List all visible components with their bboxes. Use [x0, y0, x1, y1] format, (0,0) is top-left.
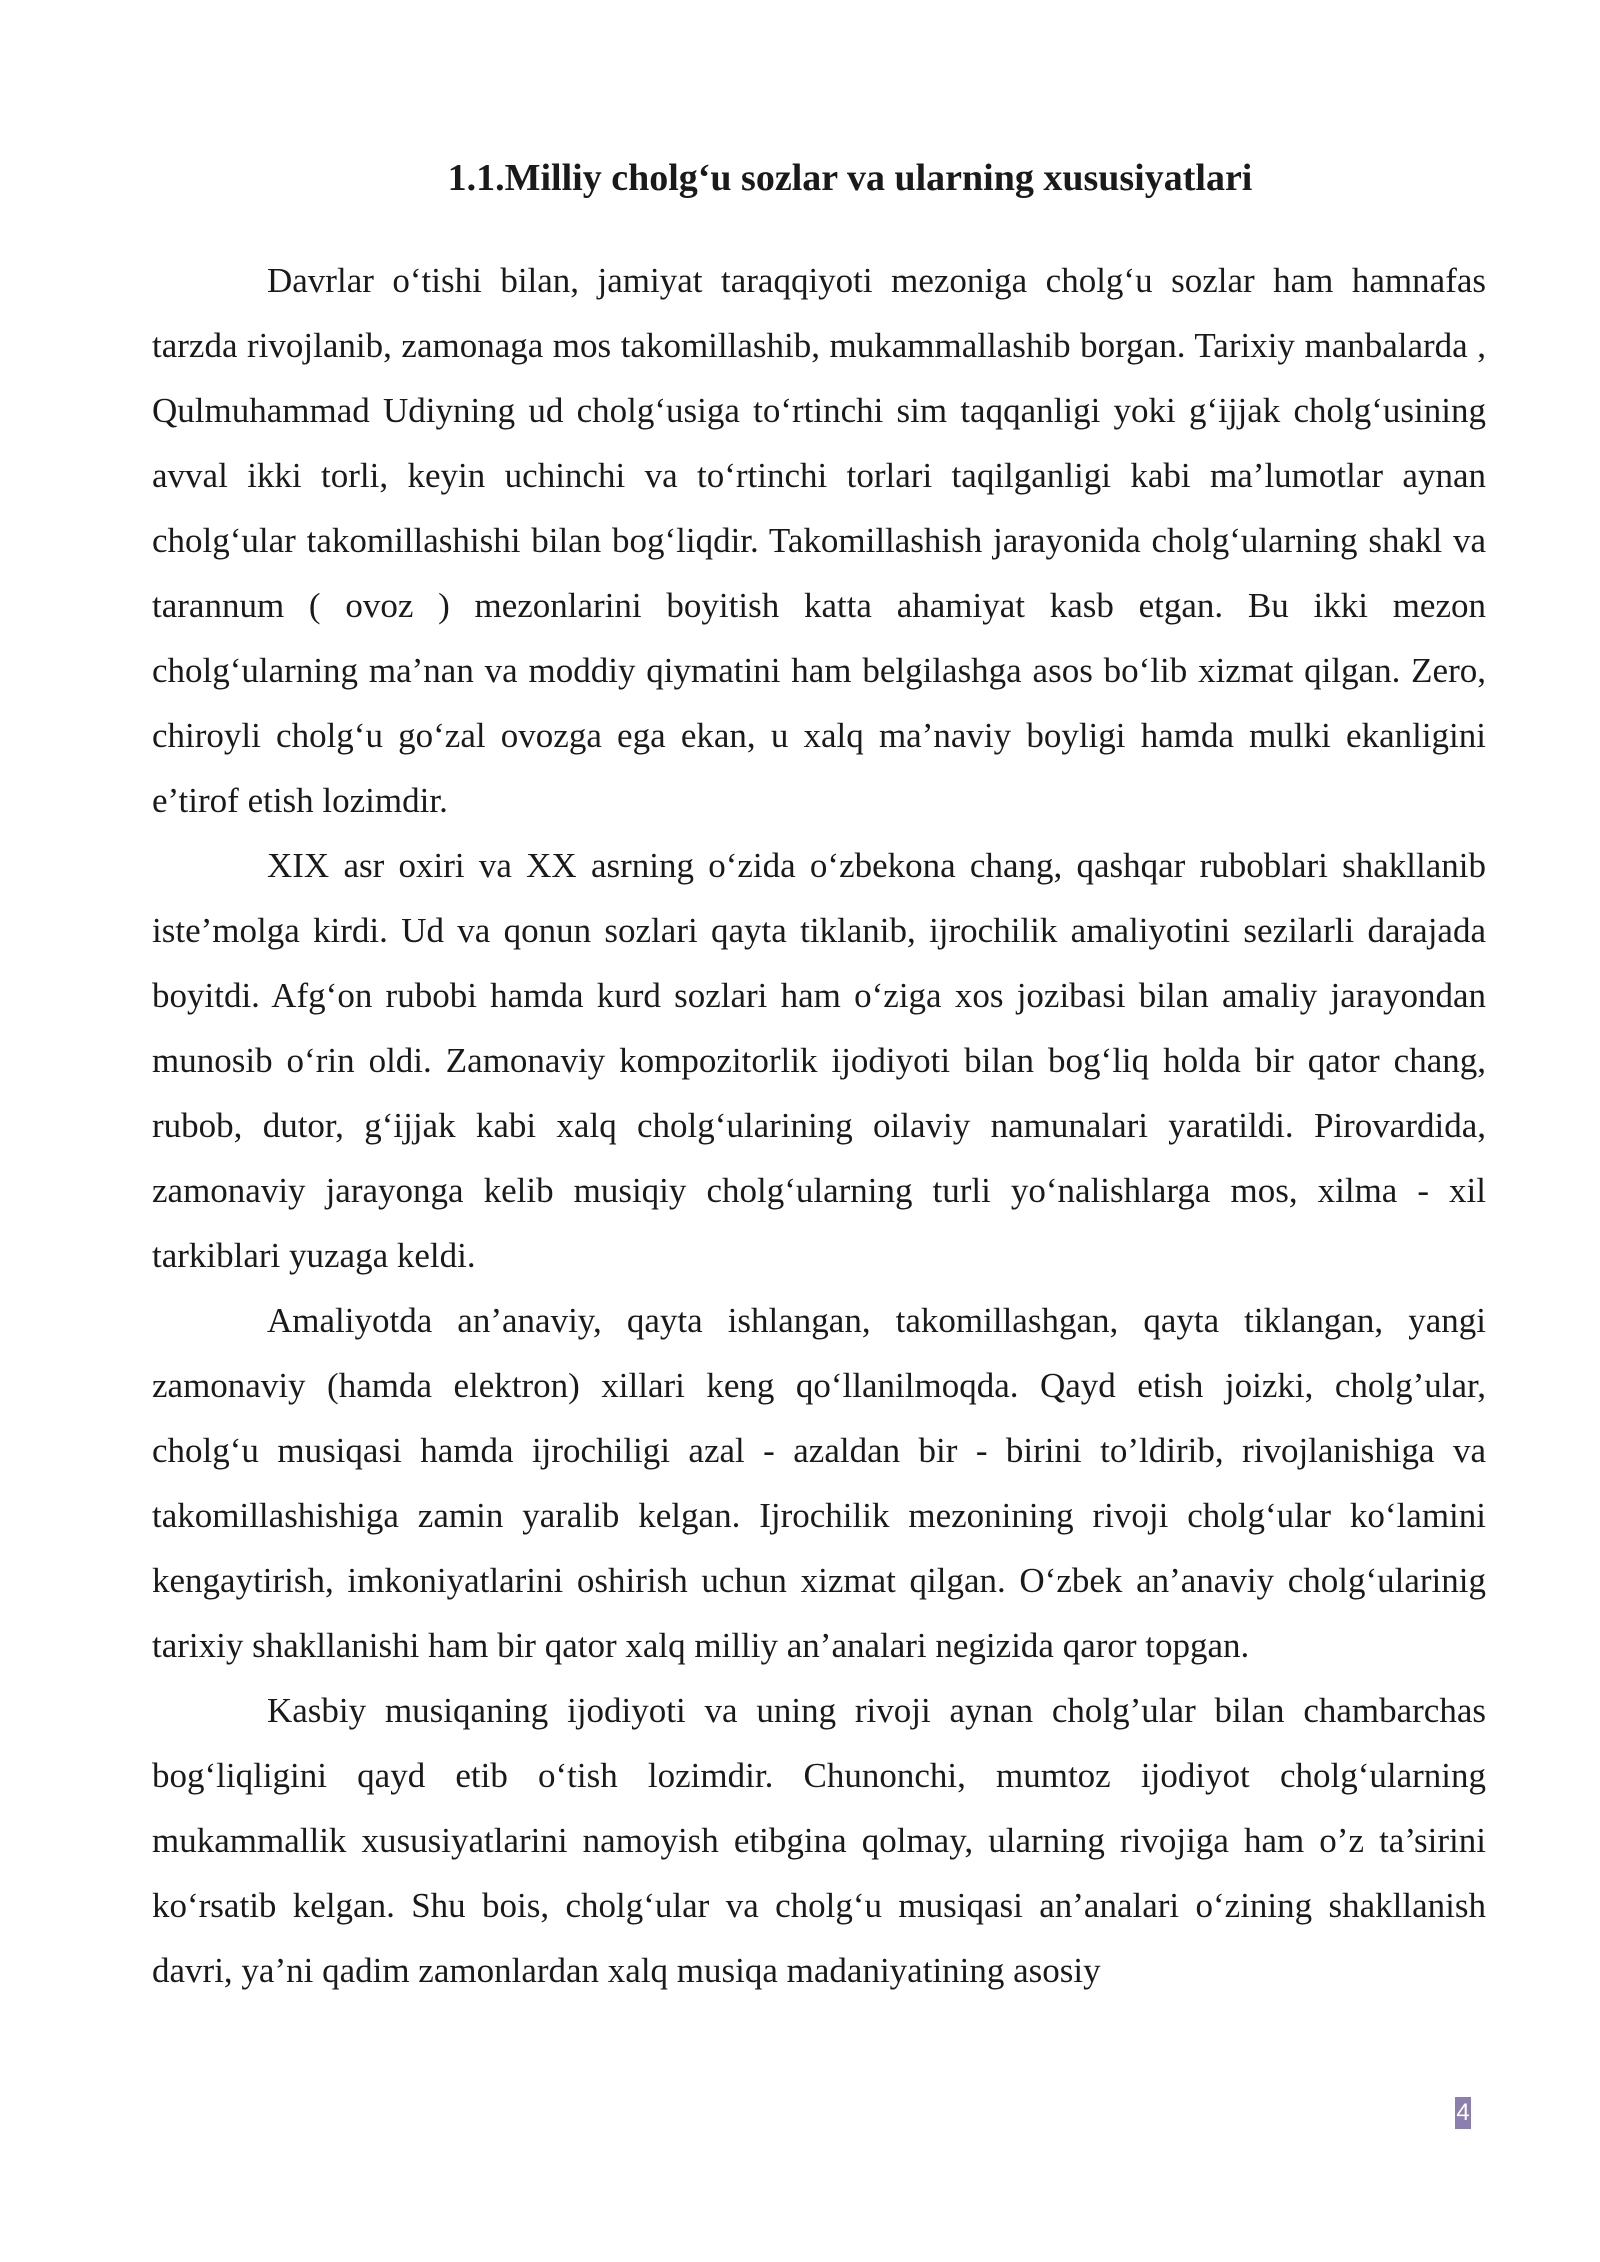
- section-title: 1.1.Milliy cholg‘u sozlar va ularning xususiyatlari: [447, 157, 1253, 199]
- paragraph: XIX asr oxiri va XX asrning o‘zida o‘zbekona chang, qashqar ruboblari shakllanib iste’molga kirdi. Ud va qonun sozlari qayta tiklanib, ijrochilik amaliyotini sezilarli darajada boyitdi. Afg‘on rubobi hamda kurd sozlari ham o‘ziga xos jozibasi bilan amaliy jarayondan munosib o‘rin oldi. Zamonaviy kompozitorlik ijodiyoti bilan bog‘liq holda bir qator chang, rubob, dutor, g‘ijjak kabi xalq cholg‘ularining oilaviy namunalari yaratildi. Pirovardida, zamonaviy jarayonga kelib musiqiy cholg‘ularning turli yo‘nalishlarga mos, xilma - xil tarkiblari yuzaga keldi.: [152, 846, 1486, 1275]
- paragraph: Davrlar o‘tishi bilan, jamiyat taraqqiyoti mezoniga cholg‘u sozlar ham hamnafas tarzda rivojlanib, zamonaga mos takomillashib, mukammallashib borgan. Tarixiy manbalarda , Qulmuhammad Udiyning ud cholg‘usiga to‘rtinchi sim taqqanligi yoki g‘ijjak cholg‘usining avval ikki torli, keyin uchinchi va to‘rtinchi torlari taqilganligi kabi ma’lumotlar aynan cholg‘ular takomillashishi bilan bog‘liqdir. Takomillashish jarayonida cholg‘ularning shakl va tarannum ( ovoz ) mezonlarini boyitish katta ahamiyat kasb etgan. Bu ikki mezon cholg‘ularning ma’nan va moddiy qiymatini ham belgilashga asos bo‘lib xizmat qilgan. Zero, chiroyli cholg‘u go‘zal ovozga ega ekan, u xalq ma’naviy boyligi hamda mulki ekanligini e’tirof etish lozimdir.: [152, 261, 1486, 820]
- page-number: 4: [1455, 2097, 1471, 2129]
- paragraph: Amaliyotda an’anaviy, qayta ishlangan, takomillashgan, qayta tiklangan, yangi zamonaviy (hamda elektron) xillari keng qo‘llanilmoqda. Qayd etish joizki, cholg’ular, cholg‘u musiqasi hamda ijrochiligi azal - azaldan bir - birini to’ldirib, rivojlanishiga va takomillashishiga zamin yaralib kelgan. Ijrochilik mezonining rivoji cholg‘ular ko‘lamini kengaytirish, imkoniyatlarini oshirish uchun xizmat qilgan. O‘zbek an’anaviy cholg‘ularinig tarixiy shakllanishi ham bir qator xalq milliy an’analari negizida qaror topgan.: [152, 1301, 1486, 1665]
- paragraph: Kasbiy musiqaning ijodiyoti va uning rivoji aynan cholg’ular bilan chambarchas bog‘liqligini qayd etib o‘tish lozimdir. Chunonchi, mumtoz ijodiyot cholg‘ularning mukammallik xususiyatlarini namoyish etibgina qolmay, ularning rivojiga ham o’z ta’sirini ko‘rsatib kelgan. Shu bois, cholg‘ular va cholg‘u musiqasi an’analari o‘zining shakllanish davri, ya’ni qadim zamonlardan xalq musiqa madaniyatining asosiy: [152, 1691, 1486, 1990]
- document-body: [152, 248, 1486, 2003]
